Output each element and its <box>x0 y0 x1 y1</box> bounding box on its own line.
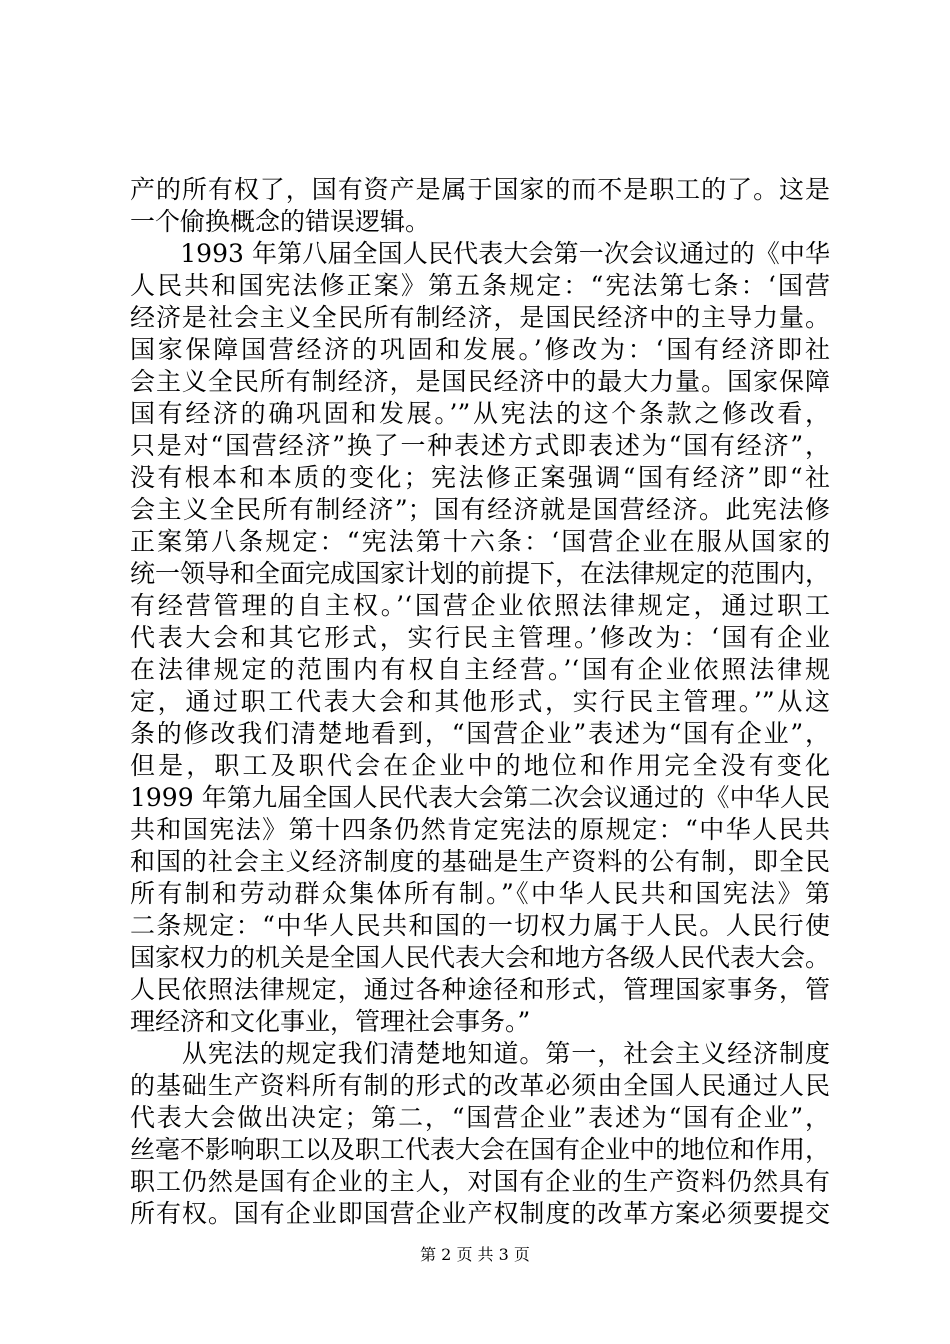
text-line: 从宪法的规定我们清楚地知道。第一，社会主义经济制度 <box>130 1039 830 1068</box>
text-line: 产的所有权了，国有资产是属于国家的而不是职工的了。这是 <box>130 175 830 204</box>
text-line: 丝毫不影响职工以及职工代表大会在国有企业中的地位和作用， <box>130 1135 830 1164</box>
text-line: 有经营管理的自主权。’‘国营企业依照法律规定，通过职工 <box>130 591 830 620</box>
text-line: 人民依照法律规定，通过各种途径和形式，管理国家事务，管 <box>130 975 830 1004</box>
text-line: 代表大会和其它形式，实行民主管理。’修改为：‘国有企业 <box>130 623 830 652</box>
text-line: 在法律规定的范围内有权自主经营。’‘国有企业依照法律规 <box>130 655 830 684</box>
text-line: 没有根本和本质的变化；宪法修正案强调“国有经济”即“社 <box>130 463 830 492</box>
text-line: 所有制和劳动群众集体所有制。”《中华人民共和国宪法》第 <box>130 879 830 908</box>
text-line: 职工仍然是国有企业的主人，对国有企业的生产资料仍然具有 <box>130 1167 830 1196</box>
text-line: 理经济和文化事业，管理社会事务。” <box>130 1007 531 1036</box>
text-line: 和国的社会主义经济制度的基础是生产资料的公有制，即全民 <box>130 847 830 876</box>
text-line: 正案第八条规定：“宪法第十六条：‘国营企业在服从国家的 <box>130 527 830 556</box>
text-line: 二条规定：“中华人民共和国的一切权力属于人民。人民行使 <box>130 911 830 940</box>
text-line: 人民共和国宪法修正案》第五条规定：“宪法第七条：‘国营 <box>130 271 830 300</box>
text-line: 国家权力的机关是全国人民代表大会和地方各级人民代表大会。 <box>130 943 830 972</box>
text-line: 条的修改我们清楚地看到，“国营企业”表述为“国有企业”， <box>130 719 830 748</box>
text-line: 1993 年第八届全国人民代表大会第一次会议通过的《中华 <box>130 239 830 268</box>
text-line: 代表大会做出决定；第二，“国营企业”表述为“国有企业”， <box>130 1103 830 1132</box>
text-line: 只是对“国营经济”换了一种表述方式即表述为“国有经济”， <box>130 431 830 460</box>
page-number-footer: 第 2 页 共 3 页 <box>420 1245 530 1264</box>
text-line: 共和国宪法》第十四条仍然肯定宪法的原规定：“中华人民共 <box>130 815 830 844</box>
text-line: 统一领导和全面完成国家计划的前提下，在法律规定的范围内， <box>130 559 830 588</box>
text-line: 的基础生产资料所有制的形式的改革必须由全国人民通过人民 <box>130 1071 830 1100</box>
text-line: 定，通过职工代表大会和其他形式，实行民主管理。’”从这 <box>130 687 830 716</box>
text-line: 会主义全民所有制经济，是国民经济中的最大力量。国家保障 <box>130 367 830 396</box>
text-line: 国有经济的确巩固和发展。’”从宪法的这个条款之修改看， <box>130 399 830 428</box>
text-line: 会主义全民所有制经济”；国有经济就是国营经济。此宪法修 <box>130 495 830 524</box>
text-line: 所有权。国有企业即国营企业产权制度的改革方案必须要提交 <box>130 1199 830 1228</box>
text-line: 一个偷换概念的错误逻辑。 <box>130 207 431 236</box>
text-line: 但是，职工及职代会在企业中的地位和作用完全没有变化 <box>130 751 830 780</box>
text-line: 经济是社会主义全民所有制经济，是国民经济中的主导力量。 <box>130 303 830 332</box>
document-body <box>130 174 830 1230</box>
text-line: 国家保障国营经济的巩固和发展。’修改为：‘国有经济即社 <box>130 335 830 364</box>
text-line: 1999 年第九届全国人民代表大会第二次会议通过的《中华人民 <box>130 783 830 812</box>
